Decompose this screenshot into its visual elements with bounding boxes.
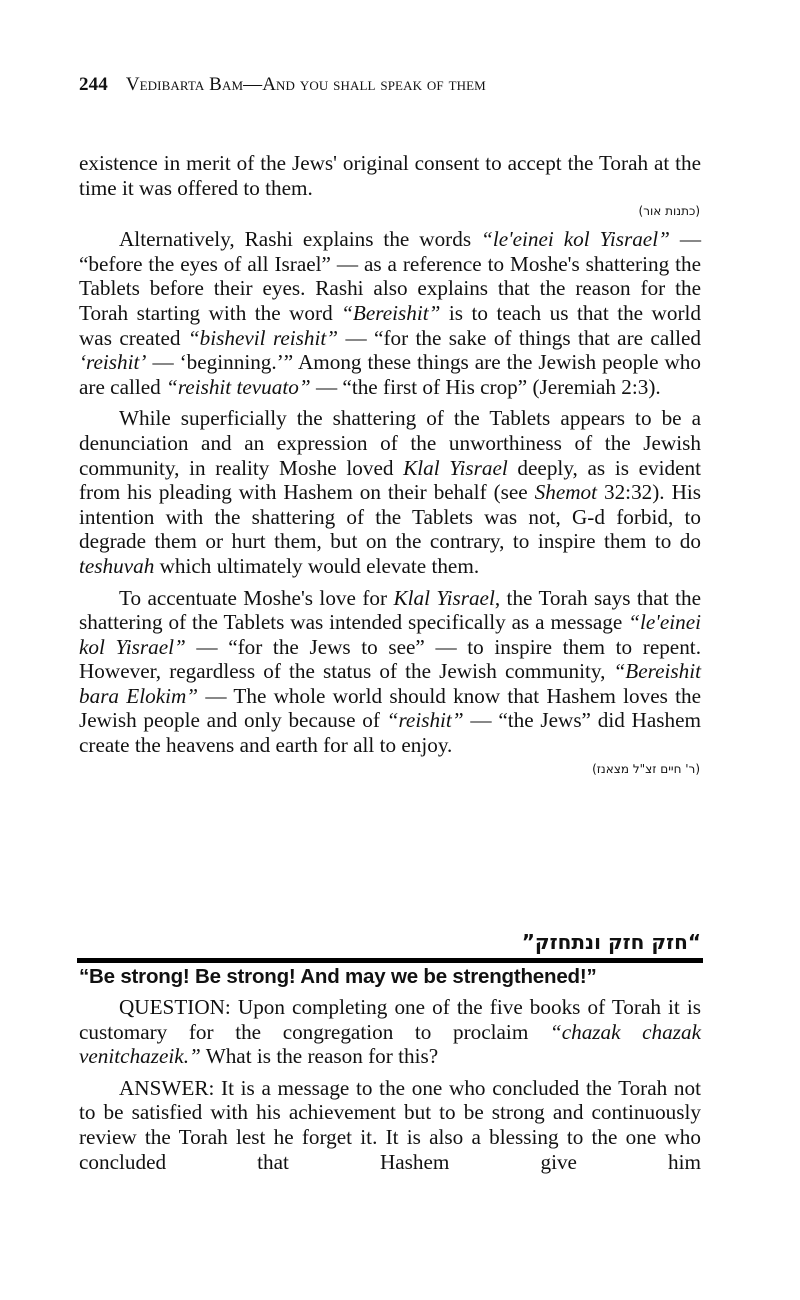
source-citation [79, 759, 701, 779]
transliteration: “Bereishit bara Elokim” [79, 659, 701, 708]
transliteration: “chazak chazak venitchazeik.” [79, 1019, 701, 1069]
text-run: Alternatively, Rashi explains the words [119, 227, 482, 252]
text-run: ANSWER: It is a message to the one who concluded the Torah not to be satisfied with his achievement but to be strong and continuously review the Torah lest he forget it. It is also a blessing to the one who concluded that Hashem give him [79, 1075, 701, 1174]
text-run: deeply, as is evident from his pleading with Hashem on their behalf (see [79, 455, 701, 505]
text-run: — “before the eyes of all Israel” — as a reference to Moshe's shattering the Tablets before their eyes. Rashi also explains that the reason for the Torah starting with the word [79, 227, 702, 325]
source-citation-text: (ר' חיים זצ"ל מצאנז) [592, 761, 700, 776]
section-tablets [79, 151, 701, 785]
paragraph-accentuate [79, 586, 701, 758]
transliteration: “bishevil reishit” [187, 325, 339, 350]
section-chazak [79, 995, 701, 1174]
text-run: To accentuate Moshe's love for [119, 585, 394, 610]
text-run: While superficially the shattering of the Tablets appears to be a denunciation and an expression of the unworthiness of the Jewish community, in reality Moshe loved [79, 406, 701, 480]
transliteration: Klal Yisrael [403, 455, 508, 480]
text-run: which ultimately would elevate them. [154, 553, 480, 578]
running-head [79, 74, 486, 96]
text-run: — The whole world should know that Hashem loves the Jewish people and only because of [79, 683, 702, 733]
paragraph-shattering [79, 406, 701, 578]
transliteration: teshuvah [79, 553, 155, 578]
text-run: QUESTION: Upon completing one of the five books of Torah it is customary for the congregation to proclaim [79, 995, 701, 1044]
transliteration: ‘reishit’ [79, 350, 147, 375]
book-title: Vedibarta Bam—And you shall speak of them [125, 74, 486, 95]
heading-rule [77, 958, 703, 963]
text-run: — “the Jews” did Hashem create the heavens and earth for all to enjoy. [79, 708, 701, 758]
paragraph-question [79, 995, 701, 1069]
transliteration: “reishit tevuato” [166, 374, 311, 399]
text-run: 32:32). His intention with the shattering of the Tablets was not, G-d forbid, to degrade them or hurt them, but on the contrary, to inspire them to do [79, 480, 701, 554]
text-run: — “the first of His crop” (Jeremiah 2:3). [310, 374, 661, 399]
text-run: — “for the sake of things that are called [338, 325, 701, 350]
transliteration: “le'einei kol Yisrael” [481, 227, 670, 252]
text-run: — “for the Jews to see” — to inspire them to repent. However, regardless of the status of the Jewish community, [79, 634, 701, 684]
paragraph-answer [79, 1076, 701, 1174]
transliteration: Klal Yisrael [393, 585, 495, 610]
transliteration: Shemot [534, 480, 598, 505]
text-run: What is the reason for this? [200, 1044, 439, 1069]
page-number: 244 [79, 74, 108, 95]
transliteration: “reishit” [386, 708, 464, 733]
text-run: — ‘beginning.’” Among these things are the Jewish people who are called [79, 350, 701, 399]
text-run: is to teach us that the world was created [79, 300, 701, 350]
english-section-heading: “Be strong! Be strong! And may we be strengthened!” [79, 965, 597, 988]
paragraph-continuation: existence in merit of the Jews' original consent to accept the Torah at the time it was offered to them. [79, 151, 701, 200]
source-citation [79, 201, 701, 221]
transliteration: “Bereishit” [341, 300, 441, 325]
hebrew-section-heading: “חזק חזק ונתחזק” [521, 930, 701, 954]
paragraph-rashi [79, 227, 701, 399]
text-run: , the Torah says that the shattering of the Tablets was intended specifically as a message [79, 585, 701, 635]
transliteration: “le'einei kol Yisrael” [79, 610, 701, 659]
source-citation-text: (כתנות אור) [638, 204, 700, 219]
